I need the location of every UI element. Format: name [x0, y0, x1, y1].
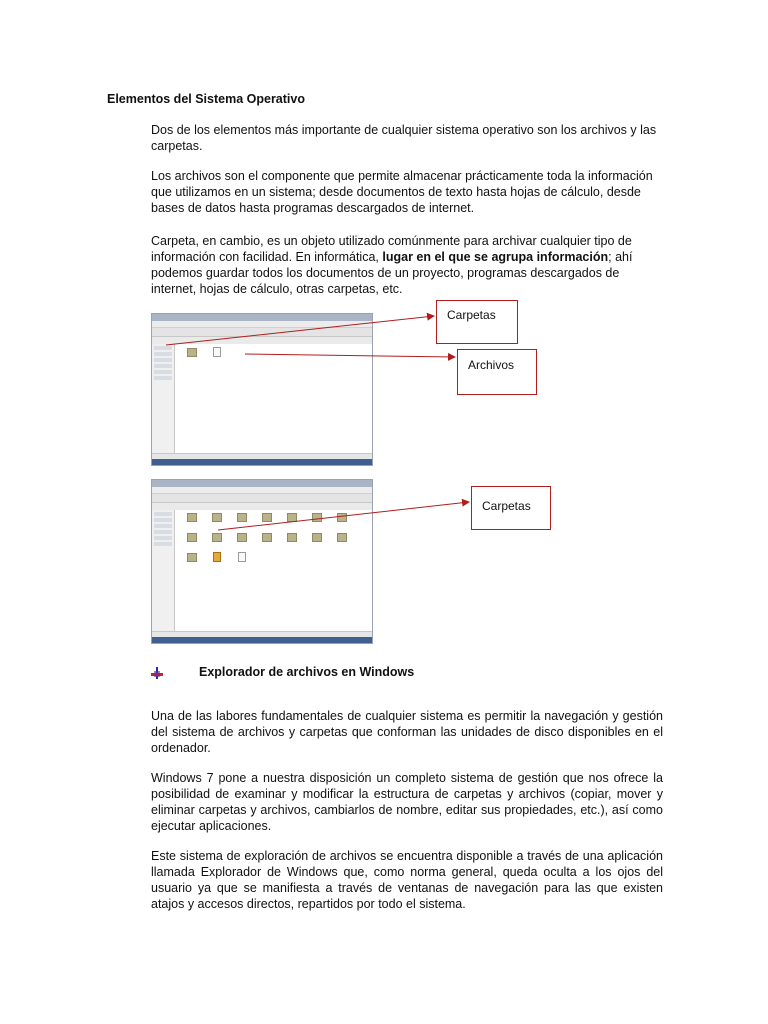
bullet-cross-icon	[151, 667, 163, 679]
paragraph-carpeta-bold: lugar en el que se agrupa información	[382, 250, 609, 264]
arrow-to-archivos	[245, 354, 455, 357]
page-title: Elementos del Sistema Operativo	[107, 92, 305, 106]
paragraph-explorador: Este sistema de exploración de archivos se encuentra disponible a través de una aplicación llamada Explorador de Windows que, como norma general, queda oculta a los ojos del usuario ya que se manifiesta a través de ventanas de navegación para las que existen atajos y accesos directos, repartidos por todo el sistema.	[151, 849, 663, 911]
callout-label: Carpetas	[447, 308, 496, 322]
arrow-to-carpetas-1	[166, 316, 434, 345]
section-title: Explorador de archivos en Windows	[199, 665, 415, 679]
arrow-to-carpetas-2	[218, 502, 469, 530]
paragraph-carpeta-part2: ; ahí podemos guardar todos los documentos de un proyecto, programas descargados de internet, hojas de cálculo, otras carpetas, etc.	[151, 250, 633, 296]
callout-label: Archivos	[468, 358, 515, 372]
paragraph-carpeta-part1: Carpeta, en cambio, es un objeto utilizado comúnmente para archivar cualquier tipo de información con facilidad. En informática,	[151, 234, 632, 264]
callout-label: Carpetas	[482, 499, 531, 513]
paragraph-intro: Dos de los elementos más importante de cualquier sistema operativo son los archivos y las carpetas.	[151, 123, 657, 153]
paragraph-navegacion: Una de las labores fundamentales de cualquier sistema es permitir la navegación y gestión del sistema de archivos y carpetas que conforman las unidades de disco disponibles en el ordenador.	[151, 709, 663, 755]
paragraph-windows7: Windows 7 pone a nuestra disposición un completo sistema de gestión que nos ofrece la posibilidad de examinar y modificar la estructura de carpetas y archivos (copiar, mover y eliminar carpetas y archivos, cambiarlos de nombre, editar sus propiedades, etc.), así como ejecutar aplicaciones.	[151, 771, 663, 833]
paragraph-archivos: Los archivos son el componente que permite almacenar prácticamente toda la información que utilizamos en un sistema; desde documentos de texto hasta hojas de cálculo, desde bases de datos hasta programas descargados de internet.	[151, 169, 653, 215]
